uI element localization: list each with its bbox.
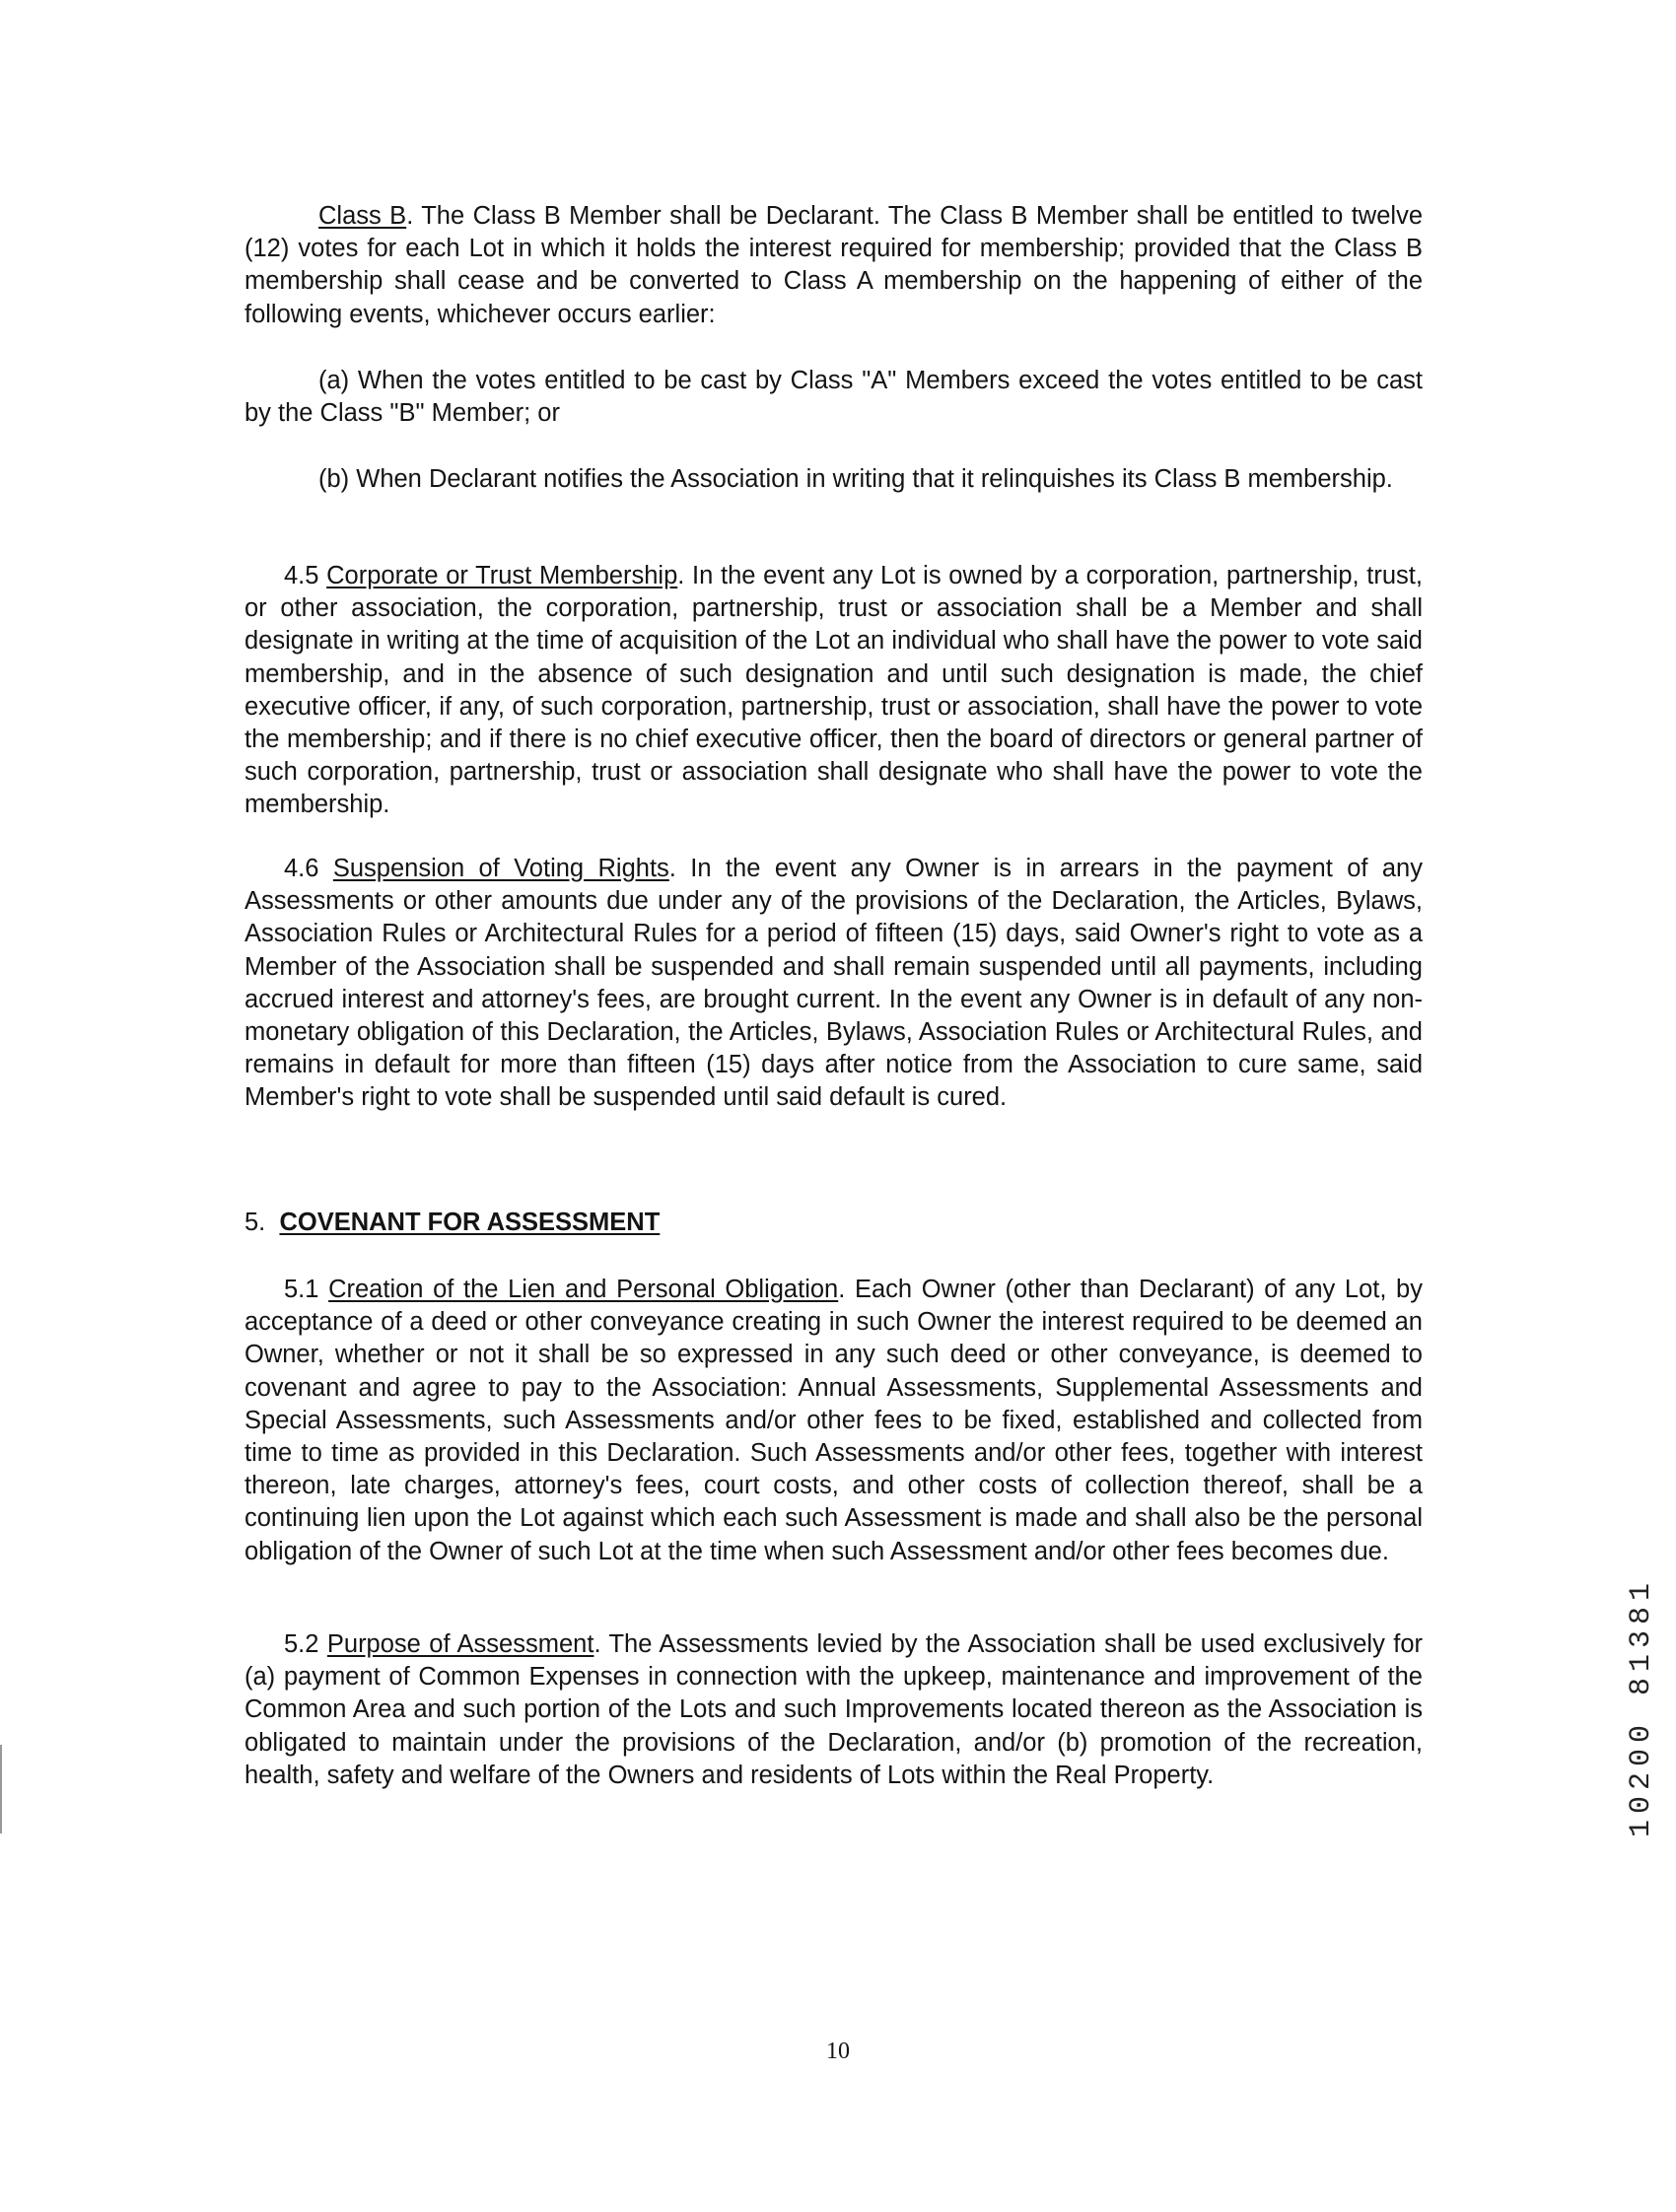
- section-5-1-paragraph: 5.1 Creation of the Lien and Personal Obligation. Each Owner (other than Declarant) of any Lot, by acceptance of a deed or other conveyance creating in such Owner the interest required to be deemed an Owner, whether or not it shall be so expressed in any such deed or other conveyance, is deemed to covenant and agree to pay to the Association: Annual Assessments, Supplemental Assessments and Special Assessments, such Assessments and/or other fees to be fixed, established and collected from time to time as provided in this Declaration. Such Assessments and/or other fees, together with interest thereon, late charges, attorney's fees, court costs, and other costs of collection thereof, shall be a continuing lien upon the Lot against which each such Assessment is made and shall also be the personal obligation of the Owner of such Lot at the time when such Assessment and/or other fees becomes due.: [244, 1276, 1423, 1565]
- section-4-6-title: Suspension of Voting Rights: [332, 855, 669, 882]
- item-a-paragraph: (a) When the votes entitled to be cast by Class "A" Members exceed the votes entitled to be cast by the Class "B" Member; or: [244, 367, 1423, 428]
- section-5-2-title: Purpose of Assessment: [326, 1630, 594, 1658]
- section-4-6-paragraph: 4.6 Suspension of Voting Rights. In the event any Owner is in arrears in the payment of any Assessments or other amounts due under any of the provisions of the Declaration, the Articles, Bylaws, Association Rules or Architectural Rules for a period of fifteen (15) days, said Owner's right to vote as a Member of the Association shall be suspended and shall remain suspended until all payments, including accrued interest and attorney's fees, are brought current. In the event any Owner is in default of any non-monetary obligation of this Declaration, the Articles, Bylaws, Association Rules or Architectural Rules, and remains in default for more than fifteen (15) days after notice from the Association to cure same, said Member's right to vote shall be suspended until said default is cured.: [244, 855, 1423, 1112]
- section-5-1-title: Creation of the Lien and Personal Obligation: [328, 1276, 839, 1303]
- scan-edge-mark: [0, 1745, 2, 1833]
- section-4-5-title: Corporate or Trust Membership: [326, 562, 678, 589]
- section-5-title: COVENANT FOR ASSESSMENT: [279, 1209, 661, 1236]
- class-b-label: Class B: [318, 202, 407, 230]
- section-5-2-paragraph: 5.2 Purpose of Assessment. The Assessments levied by the Association shall be used exclusively for (a) payment of Common Expenses in connection with the upkeep, maintenance and improvement of the Common Area and such portion of the Lots and such Improvements located thereon as the Association is obligated to maintain under the provisions of the Declaration, and/or (b) promotion of the recreation, health, safety and welfare of the Owners and residents of Lots within the Real Property.: [244, 1630, 1423, 1789]
- section-5-heading: 5. COVENANT FOR ASSESSMENT: [244, 1209, 661, 1236]
- class-b-paragraph: Class B. The Class B Member shall be Declarant. The Class B Member shall be entitled to twelve (12) votes for each Lot in which it holds the interest required for membership; provided that the Class B membership shall cease and be converted to Class A membership on the happening of either of the following events, whichever occurs earlier:: [244, 202, 1423, 328]
- item-b-paragraph: (b) When Declarant notifies the Association in writing that it relinquishes its Class B membership.: [318, 465, 1393, 493]
- recording-stamp: 10200 81381: [1625, 1577, 1658, 1838]
- page-number: 10: [826, 2039, 850, 2064]
- section-4-5-paragraph: 4.5 Corporate or Trust Membership. In the event any Lot is owned by a corporation, partnership, trust, or other association, the corporation, partnership, trust or association shall be a Member and shall designate in writing at the time of acquisition of the Lot an individual who shall have the power to vote said membership, and in the absence of such designation and until such designation is made, the chief executive officer, if any, of such corporation, partnership, trust or association, shall have the power to vote the membership; and if there is no chief executive officer, then the board of directors or general partner of such corporation, partnership, trust or association shall designate who shall have the power to vote the membership.: [244, 562, 1423, 819]
